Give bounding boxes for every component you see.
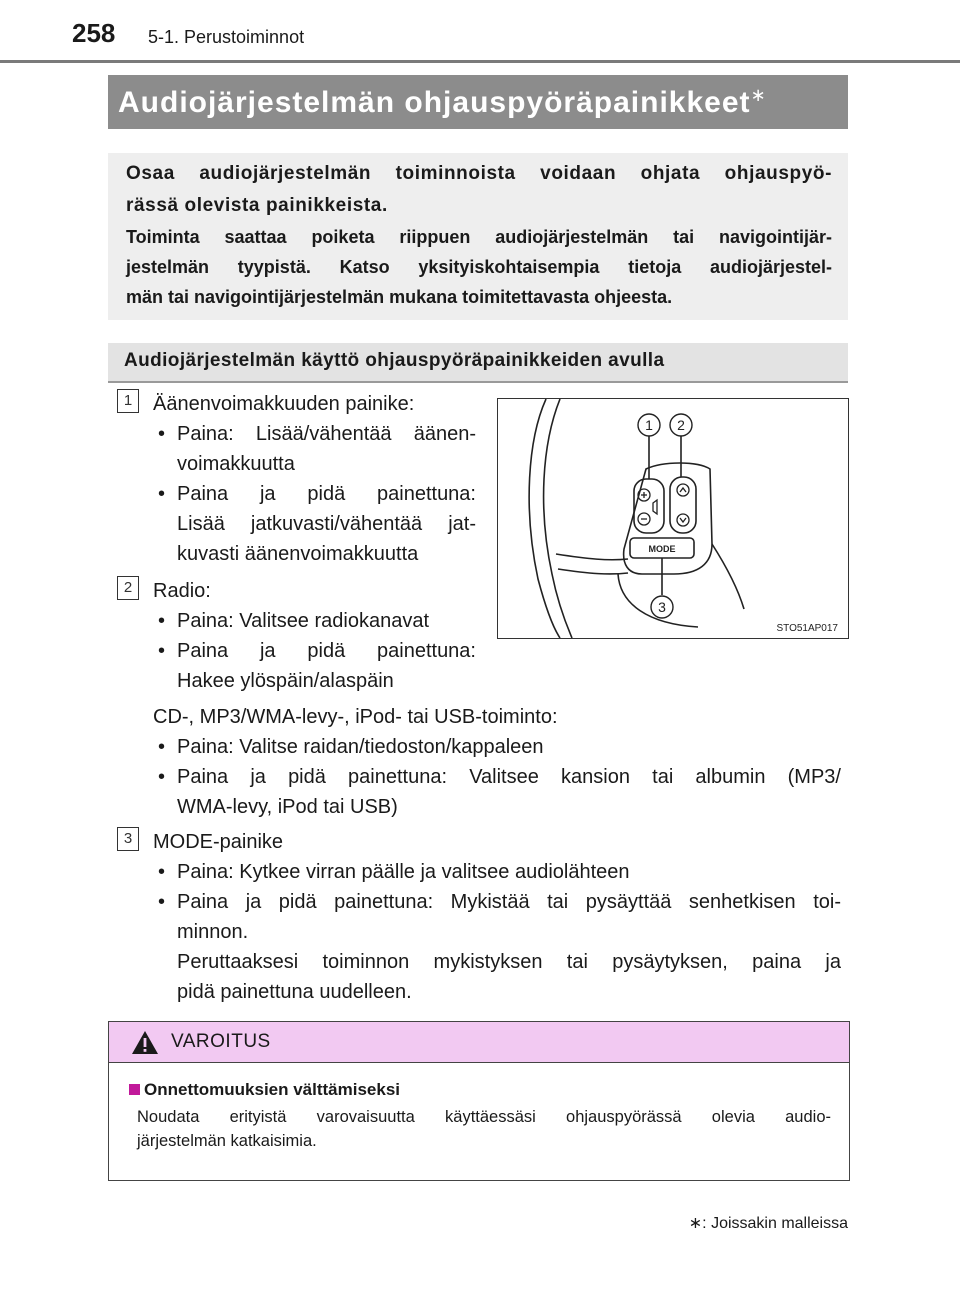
cd-mode-title: CD-, MP3/WMA-levy-, iPod- tai USB-toiminto:	[153, 706, 558, 728]
warning-triangle-icon	[131, 1030, 159, 1055]
callout-label-3: 3	[658, 599, 666, 615]
item-3-bullet-2-cont: pidä painettuna uudelleen.	[177, 981, 412, 1003]
cd-bullet-1: Paina: Valitse raidan/tiedoston/kappaleen	[177, 736, 544, 758]
page-number: 258	[72, 18, 116, 48]
intro-line: män tai navigointijärjestelmän mukana toimitettavasta ohjeesta.	[126, 287, 673, 307]
footnote: ∗: Joissakin malleissa	[688, 1215, 848, 1232]
intro-box	[108, 153, 848, 320]
steering-wheel-illustration	[497, 398, 849, 639]
item-1-title: Äänenvoimakkuuden painike:	[153, 393, 415, 415]
mode-button-label: MODE	[648, 544, 676, 554]
seek-up-icon	[677, 484, 689, 496]
hub-edge	[712, 544, 744, 609]
steering-wheel-drawing	[498, 399, 848, 638]
bullet: •	[158, 736, 166, 758]
item-3-bullet-1: Paina: Kytkee virran päälle ja valitsee audiolähteen	[177, 861, 630, 883]
intro-line: Osaa audiojärjestelmän toiminnoista voidaan ohjata ohjauspyö-	[126, 163, 832, 184]
speaker-icon	[653, 500, 657, 514]
figure-code: STO51AP017	[776, 623, 838, 634]
item-number-1: 1	[117, 389, 139, 413]
item-1-bullet-1: Paina: Lisää/vähentää äänen-	[177, 423, 476, 445]
item-number-2: 2	[117, 576, 139, 600]
warning-box	[108, 1021, 850, 1181]
page-title-bar	[108, 75, 848, 129]
callout-label-1: 1	[645, 417, 653, 433]
header-rule	[0, 60, 960, 63]
item-2-title: Radio:	[153, 580, 211, 602]
warning-text: Noudata erityistä varovaisuutta käyttäessäsi ohjauspyörässä olevia audio-	[137, 1108, 831, 1126]
bullet: •	[158, 861, 166, 883]
wheel-spoke-lower	[558, 569, 628, 574]
section-label: 5-1. Perustoiminnot	[148, 27, 305, 47]
callout-label-2: 2	[677, 417, 685, 433]
item-3-bullet-2-cont: Peruttaaksesi toiminnon mykistyksen tai pysäytyksen, paina ja	[177, 951, 841, 973]
item-2-bullet-2: Paina ja pidä painettuna:	[177, 640, 476, 662]
wheel-rim-inner	[544, 399, 572, 638]
item-1-bullet-2-cont: Lisää jatkuvasti/vähentää jat-	[177, 513, 476, 535]
bullet: •	[158, 891, 166, 913]
seek-rocker	[670, 477, 696, 533]
volume-rocker	[634, 479, 664, 533]
item-3-bullet-2-cont: minnon.	[177, 921, 249, 943]
warning-header	[109, 1022, 849, 1063]
warning-title: VAROITUS	[171, 1031, 271, 1052]
item-1-bullet-2-cont: kuvasti äänenvoimakkuutta	[177, 543, 419, 565]
subsection-heading-text: Audiojärjestelmän käyttö ohjauspyöräpainikkeiden avulla	[124, 350, 665, 371]
item-number-3: 3	[117, 827, 139, 851]
item-3-title: MODE-painike	[153, 831, 284, 853]
warning-square-icon	[129, 1084, 140, 1095]
page-title	[118, 85, 767, 120]
warning-subtitle-text: Onnettomuuksien välttämiseksi	[144, 1080, 401, 1099]
title-asterisk: ∗	[750, 85, 767, 105]
cd-bullet-2: Paina ja pidä painettuna: Valitsee kansion tai albumin (MP3/	[177, 766, 841, 788]
page-title-text: Audiojärjestelmän ohjauspyöräpainikkeet	[118, 86, 751, 119]
bullet: •	[158, 610, 166, 632]
cd-bullet-2-cont: WMA-levy, iPod tai USB)	[177, 796, 398, 818]
item-1-bullet-2: Paina ja pidä painettuna:	[177, 483, 476, 505]
intro-line: Toiminta saattaa poiketa riippuen audiojärjestelmän tai navigointijär-	[126, 227, 832, 247]
intro-line: rässä olevista painikkeista.	[126, 195, 388, 216]
wheel-spoke	[556, 554, 628, 560]
warning-subtitle	[129, 1080, 400, 1100]
item-1-bullet-1-cont: voimakkuutta	[177, 453, 295, 475]
subsection-heading	[108, 343, 848, 383]
warning-text: järjestelmän katkaisimia.	[137, 1132, 317, 1150]
bullet: •	[158, 766, 166, 788]
bullet: •	[158, 423, 166, 445]
item-3-bullet-2: Paina ja pidä painettuna: Mykistää tai pysäyttää senhetkisen toi-	[177, 891, 841, 913]
bullet: •	[158, 640, 166, 662]
intro-line: jestelmän tyypistä. Katso yksityiskohtaisempia tietoja audiojärjestel-	[126, 257, 832, 277]
item-2-bullet-1: Paina: Valitsee radiokanavat	[177, 610, 430, 632]
item-2-bullet-2-cont: Hakee ylöspäin/alaspäin	[177, 670, 394, 692]
bullet: •	[158, 483, 166, 505]
seek-down-icon	[677, 514, 689, 526]
